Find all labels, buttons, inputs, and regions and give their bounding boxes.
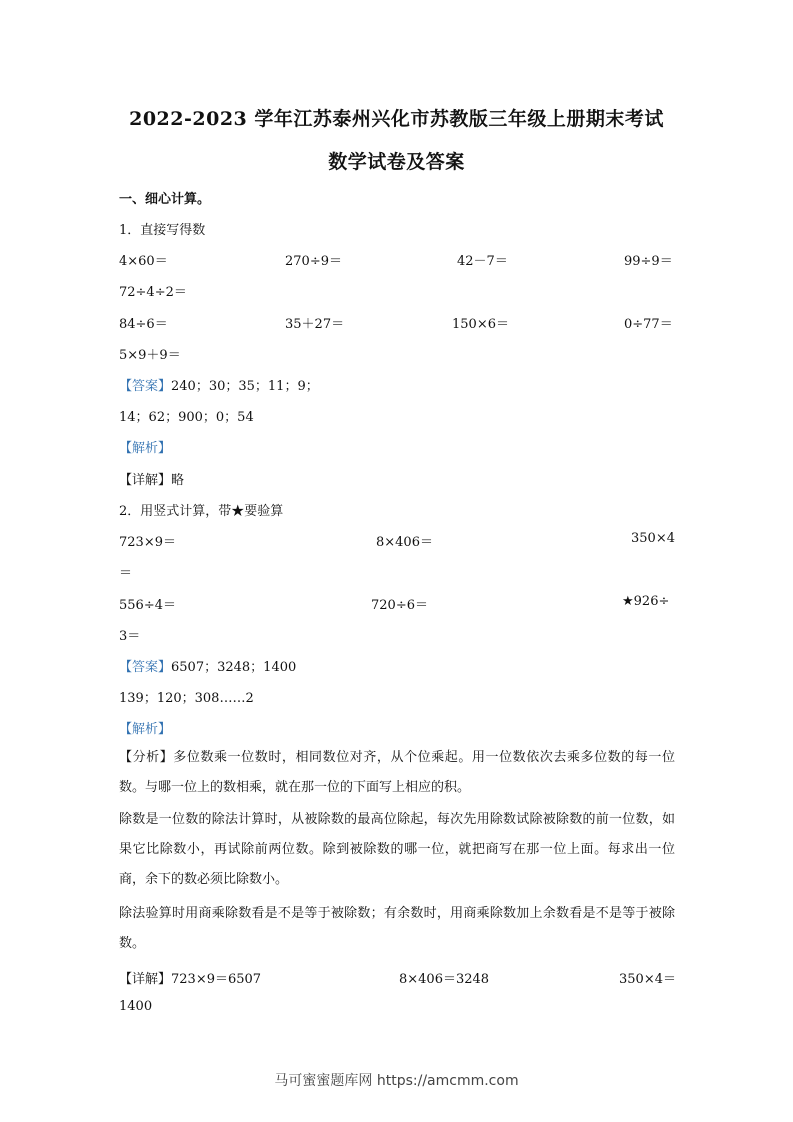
q1-item: 99÷9＝ (624, 254, 673, 269)
q2-row-2-wrap: 3＝ (119, 629, 141, 644)
q2-analysis-tag: 【解析】 (119, 722, 172, 737)
answer-tag: 【答案】 (119, 660, 172, 675)
q2-item: 556÷4＝ (119, 598, 176, 613)
q2-item: 723×9＝ (119, 535, 176, 550)
q1-answer (119, 375, 319, 394)
footer-watermark: 马可蜜蜜题库网 https://amcmm.com (274, 1073, 519, 1089)
q1-row-1-wrap: 72÷4÷2＝ (119, 285, 187, 300)
q1-item: 4×60＝ (119, 254, 168, 269)
q2-detail-item: 8×406＝3248 (399, 972, 490, 987)
q2-item: 720÷6＝ (371, 598, 428, 613)
q2-analysis-para-2: 除数是一位数的除法计算时，从被除数的最高位除起，每次先用除数试除被除数的前一位数，如果它比除数小，再试除前两位数。除到被除数的哪一位，就把商写在那一位上面。每求出一位商，余下的数必须比除数小。 (119, 812, 675, 887)
q2-item: ★926÷ (622, 594, 670, 609)
q1-item: 42－7＝ (457, 254, 508, 269)
q2-item: 8×406＝ (376, 535, 433, 550)
q1-prompt: 1．直接写得数 (119, 223, 206, 238)
section-heading: 一、细心计算。 (119, 192, 211, 207)
answer-tag: 【答案】 (119, 379, 172, 394)
q1-analysis-tag: 【解析】 (119, 441, 172, 456)
title-line-2: 数学试卷及答案 (328, 151, 465, 173)
q2-item: 350×4 (631, 531, 675, 546)
q1-item: 84÷6＝ (119, 317, 168, 332)
answer-text: 240；30；35；11；9； (171, 379, 319, 394)
q2-analysis-para-3: 除法验算时用商乘除数看是不是等于被除数；有余数时，用商乘除数加上余数看是不是等于被除数。 (119, 906, 675, 951)
q1-item: 0÷77＝ (624, 317, 673, 332)
q1-item: 150×6＝ (452, 317, 509, 332)
q1-item: 270÷9＝ (285, 254, 342, 269)
q2-answer (119, 656, 296, 675)
q2-detail-item: 【详解】723×9＝6507 (119, 972, 262, 987)
q2-analysis-para-1: 【分析】多位数乘一位数时，相同数位对齐，从个位乘起。用一位数依次去乘多位数的每一位数。与哪一位上的数相乘，就在那一位的下面写上相应的积。 (119, 750, 675, 795)
q1-item: 35＋27＝ (285, 317, 345, 332)
title-line-1: 2022-2023 学年江苏泰州兴化市苏教版三年级上册期末考试 (129, 108, 664, 130)
q2-row-1-wrap: ＝ (119, 566, 133, 581)
q1-row-2-wrap: 5×9＋9＝ (119, 348, 181, 363)
q2-answer-line-2: 139；120；308……2 (119, 691, 254, 706)
q2-detail-wrap: 1400 (119, 999, 153, 1014)
q1-detail: 【详解】略 (119, 473, 185, 488)
q2-detail-item: 350×4＝ (619, 972, 676, 987)
q1-answer-line-2: 14；62；900；0；54 (119, 410, 254, 425)
q2-prompt: 2．用竖式计算，带★要验算 (119, 504, 284, 519)
answer-text: 6507；3248；1400 (171, 660, 297, 675)
